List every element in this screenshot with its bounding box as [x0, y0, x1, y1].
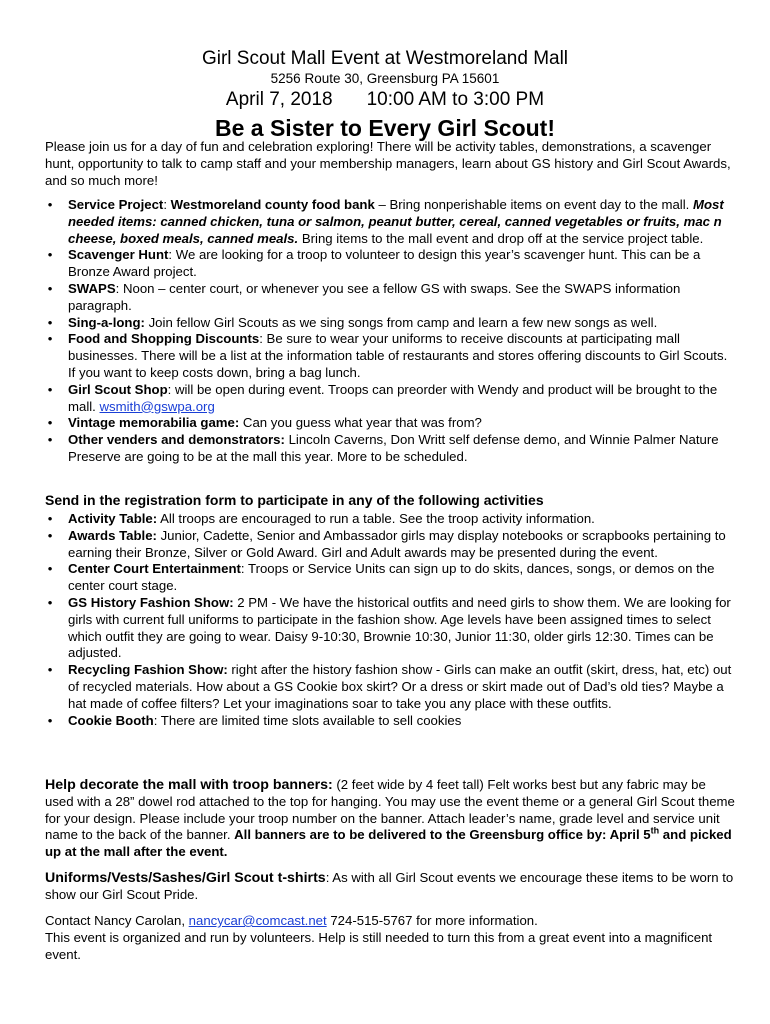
list-item-discounts: • Food and Shopping Discounts: Be sure to wear your uniforms to receive discounts at participating mall businesses. There will be a list at the information table of restaurants and stores offering discounts to Girl Scouts. If you want to keep costs down, bring a bag lunch. — [45, 331, 735, 381]
bullet-icon: • — [47, 415, 53, 431]
bullet-icon: • — [47, 314, 53, 330]
bullet-icon: • — [47, 331, 53, 347]
registration-heading: Send in the registration form to participate in any of the following activities — [45, 492, 544, 508]
banners-heading: Help decorate the mall with troop banners: — [45, 777, 333, 793]
bullet-icon: • — [47, 280, 53, 296]
list-item-history-fashion-show: • GS History Fashion Show: 2 PM - We have the historical outfits and need girls to show them. We are looking for girls with current full uniforms to participate in the fashion show. Age levels have been assigned times to select which outfit they are going to wear. Daisy 9-10:30, Brownie 10:30, Junior 11:30, older girls 12:30. Times can be adjusted. — [45, 595, 735, 662]
intro-paragraph: Please join us for a day of fun and celebration exploring! There will be activity tables, demonstrations, a scavenger hunt, opportunity to talk to camp staff and your membership managers, learn about GS history and Girl Scout Awards, and so much more! — [45, 139, 731, 188]
bullet-icon: • — [47, 381, 53, 397]
event-slogan: Be a Sister to Every Girl Scout! — [214, 115, 555, 141]
shop-email-link[interactable]: wsmith@gswpa.org — [99, 398, 215, 414]
bullet-icon: • — [47, 594, 53, 610]
event-date-time — [0, 88, 770, 112]
volunteers-note: This event is organized and run by volunteers. Help is still needed to turn this from a great event into a magnificent event. — [45, 929, 713, 962]
list-item-activity-table: • Activity Table: All troops are encouraged to run a table. See the troop activity information. — [45, 511, 735, 528]
list-item-service-project: • Service Project: Westmoreland county food bank – Bring nonperishable items on event day to the mall. Most needed items: canned chicken, tuna or salmon, peanut butter, cereal, canned vegetables or fruits, mac n cheese, boxed meals, canned meals. Bring items to the mall event and drop off at the service project table. — [45, 197, 735, 247]
list-item-girl-scout-shop: • Girl Scout Shop: will be open during event. Troops can preorder with Wendy and product will be brought to the mall. wsmith@gswpa.org — [45, 382, 735, 416]
list-item-scavenger-hunt: • Scavenger Hunt: We are looking for a troop to volunteer to design this year’s scavenger hunt. This can be a Bronze Award project. — [45, 247, 735, 281]
list-item-cookie-booth: • Cookie Booth: There are limited time slots available to sell cookies — [45, 713, 735, 730]
contact-email-link[interactable]: nancycar@comcast.net — [188, 913, 327, 928]
contact-phone: 724-515-5767 for more information. — [326, 913, 538, 928]
event-address: 5256 Route 30, Greensburg PA 15601 — [270, 71, 500, 86]
contact-paragraph: Contact Nancy Carolan, nancycar@comcast.net 724-515-5767 for more information. This event is organized and run by volunteers. Help is still needed to turn this from a great event into a magnificent event. — [45, 913, 713, 962]
bullet-icon: • — [47, 511, 53, 526]
registration-list — [45, 511, 735, 729]
bullet-icon: • — [47, 197, 53, 212]
bullet-icon: • — [47, 712, 53, 728]
bullet-icon: • — [47, 247, 53, 263]
list-item-vintage-game: • Vintage memorabilia game: Can you guess what year that was from? — [45, 415, 735, 432]
activities-list — [45, 197, 735, 466]
uniforms-paragraph: Uniforms/Vests/Sashes/Girl Scout t-shirts: As with all Girl Scout events we encourage these items to be worn to show our Girl Scout Pride. — [45, 870, 734, 902]
bullet-icon: • — [47, 561, 53, 577]
list-item-center-court: • Center Court Entertainment: Troops or Service Units can sign up to do skits, dances, songs, or demos on the center court stage. — [45, 561, 735, 595]
uniforms-heading: Uniforms/Vests/Sashes/Girl Scout t-shirts — [45, 870, 326, 886]
list-item-awards-table: • Awards Table: Junior, Cadette, Senior and Ambassador girls may display notebooks or scrapbooks pertaining to earning their Bronze, Silver or Gold Award. Girl and Adult awards may be presented during the event. — [45, 528, 735, 562]
list-item-swaps: • SWAPS: Noon – center court, or whenever you see a fellow GS with swaps. See the SWAPS information paragraph. — [45, 281, 735, 315]
bullet-icon: • — [47, 432, 53, 448]
event-time: 10:00 AM to 3:00 PM — [366, 89, 545, 110]
event-title: Girl Scout Mall Event at Westmoreland Mall — [201, 48, 569, 69]
list-item-recycling-fashion-show: • Recycling Fashion Show: right after the history fashion show - Girls can make an outfit (skirt, dress, hat, etc) out of recycled materials. How about a GS Cookie box skirt? Or a dress or skirt made out of Dad’s old ties? Maybe a hat made of coffee filters? Let your imaginations soar to take you any place with these outfits. — [45, 662, 735, 712]
list-item-vendors: • Other venders and demonstrators: Lincoln Caverns, Don Writt self defense demo, and Winnie Palmer Nature Preserve are going to be at the mall this year. More to be scheduled. — [45, 432, 735, 466]
banners-paragraph: Help decorate the mall with troop banners: (2 feet wide by 4 feet tall) Felt works best but any fabric may be used with a 28” dowel rod attached to the top for hanging. You may use the event theme or a general Girl Scout theme for your design. Please include your troop number on the banner. Attach leader’s name, grade level and service unit name to the back of the banner. All banners are to be delivered to the Greensburg office by: April 5th and picked up at the mall after the event. — [45, 777, 735, 860]
list-item-sing-a-long: • Sing-a-long: Join fellow Girl Scouts as we sing songs from camp and learn a few new songs as well. — [45, 315, 735, 332]
event-date: April 7, 2018 — [225, 89, 333, 110]
bullet-icon: • — [47, 662, 53, 678]
bullet-icon: • — [47, 527, 53, 543]
